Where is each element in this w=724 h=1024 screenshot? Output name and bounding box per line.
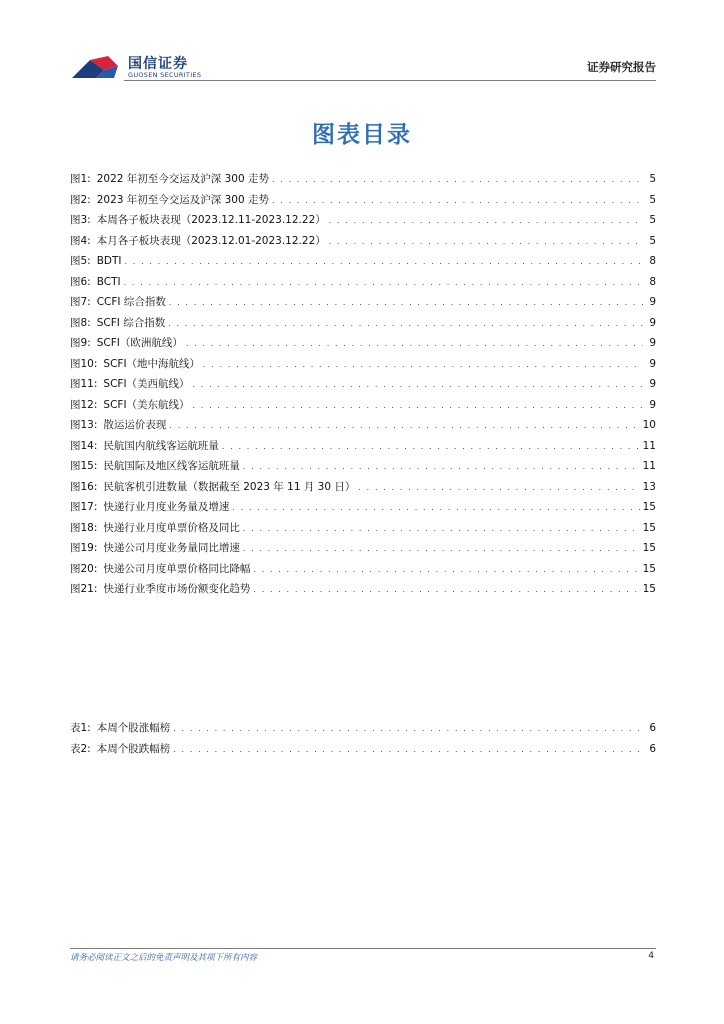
figure-toc-entry[interactable] [70, 538, 656, 559]
figure-toc-entry[interactable] [70, 333, 656, 354]
toc-dot-leader [358, 478, 639, 499]
toc-entry-number: 图11: [70, 378, 98, 390]
toc-dot-leader [232, 498, 639, 519]
toc-dot-leader [329, 211, 643, 232]
toc-entry-number: 图21: [70, 583, 98, 595]
toc-dot-leader [272, 170, 643, 191]
figure-toc-entry[interactable] [70, 210, 656, 231]
toc-entry-label: SCFI（美东航线） [103, 398, 190, 411]
toc-entry-label: BCTI [96, 275, 121, 288]
toc-dot-leader [173, 740, 643, 761]
logo-text-cn: 国信证券 [128, 56, 188, 72]
toc-entry-label: SCFI（美西航线） [103, 378, 190, 390]
toc-entry-label: 本周个股跌幅榜 [96, 742, 171, 755]
figure-toc-entry[interactable] [70, 313, 656, 334]
toc-entry-page: 8 [649, 255, 656, 267]
page-title: 图表目录 [312, 122, 412, 148]
figure-toc-entry[interactable] [70, 231, 656, 252]
toc-entry-page: 9 [649, 316, 656, 329]
figure-toc-entry[interactable] [70, 497, 656, 518]
toc-entry-page: 9 [649, 398, 656, 411]
toc-entry-page: 8 [649, 275, 656, 288]
toc-entry-label: 散运运价表现 [103, 419, 167, 431]
toc-entry-label: BDTI [96, 255, 122, 267]
page-header [70, 50, 656, 86]
toc-dot-leader [253, 580, 639, 601]
toc-entry-label: 民航国内航线客运航班量 [103, 439, 219, 452]
toc-entry-page: 6 [649, 742, 656, 755]
toc-entry-label: 本月各子板块表现（2023.12.01-2023.12.22） [96, 234, 326, 247]
toc-entry-page: 15 [642, 521, 656, 534]
toc-dot-leader [168, 314, 643, 335]
figure-toc-entry[interactable] [70, 559, 656, 580]
toc-dot-leader [243, 519, 640, 540]
figure-toc-entry[interactable] [70, 272, 656, 293]
figure-toc-entry[interactable] [70, 251, 656, 272]
figure-toc-entry[interactable] [70, 354, 656, 375]
toc-entry-number: 图8: [70, 316, 91, 329]
toc-entry-number: 图10: [70, 357, 98, 370]
toc-entry-page: 15 [642, 542, 656, 554]
figure-list [70, 169, 656, 600]
toc-entry-number: 图7: [70, 296, 91, 308]
figure-toc-entry[interactable] [70, 169, 656, 190]
toc-entry-number: 图3: [70, 214, 91, 226]
toc-entry-number: 图17: [70, 501, 98, 513]
toc-entry-number: 表2: [70, 742, 91, 755]
figure-toc-entry[interactable] [70, 456, 656, 477]
figure-toc-entry[interactable] [70, 477, 656, 498]
toc-dot-leader [169, 293, 643, 314]
toc-entry-label: 民航客机引进数量（数据截至 2023 年 11 月 30 日） [103, 480, 356, 493]
logo-text-en: GUOSEN SECURITIES [128, 71, 202, 79]
toc-entry-page: 5 [649, 193, 656, 206]
toc-dot-leader [253, 560, 639, 581]
figure-toc-entry[interactable] [70, 518, 656, 539]
table-list [70, 718, 656, 759]
toc-entry-label: SCFI（欧洲航线） [96, 337, 183, 349]
toc-entry-number: 图14: [70, 439, 98, 452]
toc-entry-number: 图12: [70, 398, 98, 411]
toc-entry-page: 6 [649, 722, 656, 734]
toc-entry-number: 表1: [70, 722, 91, 734]
toc-entry-label: 快递公司月度单票价格同比降幅 [103, 562, 251, 575]
toc-dot-leader [193, 396, 643, 417]
toc-entry-number: 图18: [70, 521, 98, 534]
toc-dot-leader [193, 375, 643, 396]
toc-entry-page: 10 [642, 419, 656, 431]
toc-entry-page: 9 [649, 296, 656, 308]
toc-entry-number: 图5: [70, 255, 91, 267]
toc-entry-label: 2023 年初至今交运及沪深 300 走势 [96, 193, 269, 206]
toc-entry-number: 图20: [70, 562, 98, 575]
toc-entry-label: 2022 年初至今交运及沪深 300 走势 [96, 173, 269, 185]
toc-entry-label: SCFI 综合指数 [96, 316, 166, 329]
report-type-label: 证券研究报告 [587, 60, 656, 74]
toc-entry-label: 本周各子板块表现（2023.12.11-2023.12.22） [96, 214, 326, 226]
toc-entry-page: 9 [649, 378, 656, 390]
figure-toc-entry[interactable] [70, 436, 656, 457]
figure-toc-entry[interactable] [70, 292, 656, 313]
toc-entry-page: 15 [642, 562, 656, 575]
toc-entry-page: 15 [642, 583, 656, 595]
figure-toc-entry[interactable] [70, 415, 656, 436]
toc-dot-leader [222, 437, 640, 458]
toc-entry-label: 快递行业月度单票价格及同比 [103, 521, 240, 534]
toc-dot-leader [124, 273, 643, 294]
toc-entry-number: 图6: [70, 275, 91, 288]
toc-entry-page: 11 [642, 460, 656, 472]
toc-entry-number: 图2: [70, 193, 91, 206]
toc-dot-leader [169, 416, 639, 437]
toc-dot-leader [243, 457, 640, 478]
toc-entry-label: SCFI（地中海航线） [103, 357, 201, 370]
toc-dot-leader [125, 252, 643, 273]
footer-divider [70, 948, 656, 949]
toc-entry-label: 民航国际及地区线客运航班量 [103, 460, 240, 472]
figure-toc-entry[interactable] [70, 190, 656, 211]
toc-entry-page: 13 [642, 480, 656, 493]
table-toc-entry[interactable] [70, 718, 656, 739]
toc-entry-page: 5 [649, 173, 656, 185]
toc-entry-page: 11 [642, 439, 656, 452]
toc-entry-number: 图19: [70, 542, 98, 554]
toc-entry-number: 图4: [70, 234, 91, 247]
toc-dot-leader [203, 355, 643, 376]
toc-entry-page: 9 [649, 357, 656, 370]
toc-dot-leader [243, 539, 640, 560]
page-number: 4 [648, 951, 654, 961]
toc-entry-label: 快递行业季度市场份额变化趋势 [103, 583, 251, 595]
toc-entry-label: 本周个股涨幅榜 [96, 722, 171, 734]
figure-toc-entry[interactable] [70, 395, 656, 416]
toc-entry-number: 图9: [70, 337, 91, 349]
toc-entry-number: 图13: [70, 419, 98, 431]
figure-toc-entry[interactable] [70, 579, 656, 600]
toc-entry-number: 图15: [70, 460, 98, 472]
figure-toc-entry[interactable] [70, 374, 656, 395]
toc-entry-label: 快递公司月度业务量同比增速 [103, 542, 240, 554]
toc-entry-label: 快递行业月度业务量及增速 [103, 501, 230, 513]
footer-disclaimer: 请务必阅读正文之后的免责声明及其项下所有内容 [70, 953, 258, 963]
toc-entry-page: 15 [642, 501, 656, 513]
toc-entry-page: 9 [649, 337, 656, 349]
table-toc-entry[interactable] [70, 739, 656, 760]
toc-entry-page: 5 [649, 234, 656, 247]
toc-dot-leader [173, 719, 643, 740]
toc-entry-number: 图16: [70, 480, 98, 493]
header-divider [124, 80, 656, 81]
guosen-logo-icon [70, 52, 124, 84]
toc-dot-leader [272, 191, 643, 212]
toc-dot-leader [186, 334, 643, 355]
toc-entry-number: 图1: [70, 173, 91, 185]
toc-entry-page: 5 [649, 214, 656, 226]
toc-dot-leader [329, 232, 643, 253]
toc-entry-label: CCFI 综合指数 [96, 296, 166, 308]
